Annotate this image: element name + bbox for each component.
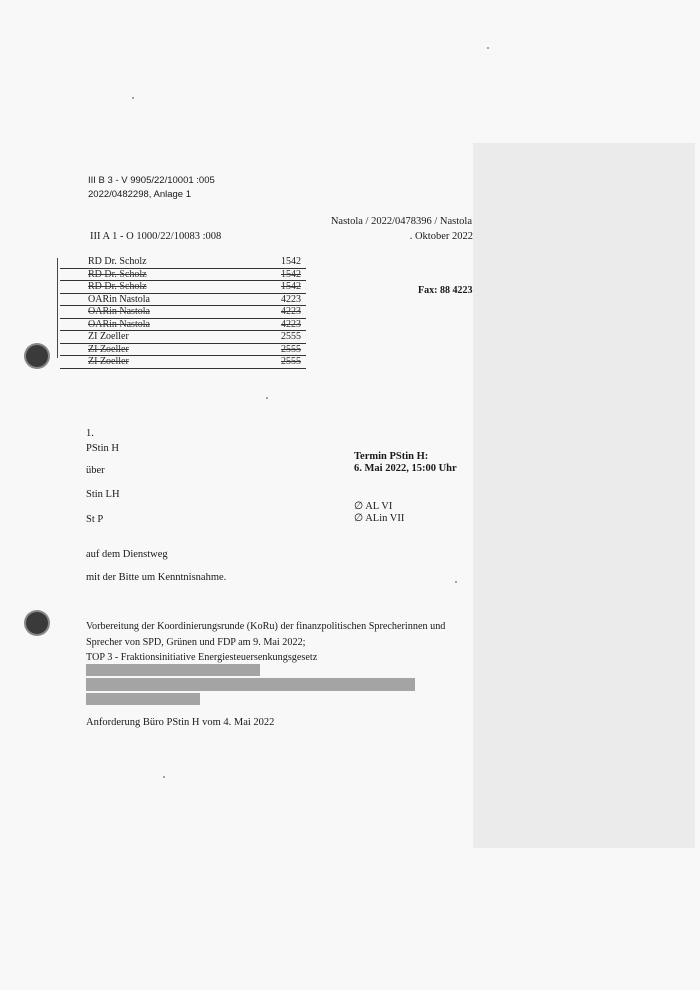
deadline-label: Termin PStin H: <box>354 451 429 462</box>
contact-name: RD Dr. Scholz <box>88 268 147 280</box>
redaction-bar-3 <box>86 693 200 705</box>
subject-line-1: Vorbereitung der Koordinierungsrunde (KoRu) der finanzpolitischen Sprecherinnen und <box>86 621 446 632</box>
contact-row <box>60 306 306 319</box>
copy-recipient-2: ∅ ALin VII <box>354 513 405 524</box>
contact-name: ZI Zoeller <box>88 331 129 342</box>
contact-extension: 4223 <box>281 306 301 317</box>
contact-row <box>60 294 306 307</box>
fax-number: Fax: 88 4223 <box>418 285 473 296</box>
scan-shadow-panel <box>473 143 695 848</box>
contact-extension: 1542 <box>281 268 301 280</box>
contact-extension: 4223 <box>281 318 301 330</box>
contact-extension: 4223 <box>281 293 301 305</box>
reference-line-3: III A 1 - O 1000/22/10083 :008 <box>90 231 222 242</box>
contact-row <box>60 344 306 357</box>
contact-name: ZI Zoeller <box>88 343 129 355</box>
punch-hole-top <box>26 345 48 367</box>
request-origin: Anforderung Büro PStin H vom 4. Mai 2022 <box>86 717 275 728</box>
contact-name: OARin Nastola <box>88 293 150 305</box>
contact-row <box>60 269 306 282</box>
scan-speck <box>132 97 134 99</box>
contact-extension: 1542 <box>281 256 301 267</box>
punch-hole-bottom <box>26 612 48 634</box>
reference-line-1: III B 3 - V 9905/22/10001 :005 <box>88 175 215 186</box>
contact-name: RD Dr. Scholz <box>88 281 147 292</box>
document-date: . Oktober 2022 <box>409 231 473 242</box>
via-recipient-1: Stin LH <box>86 489 120 500</box>
recipient: PStin H <box>86 443 119 454</box>
reference-line-2: 2022/0482298, Anlage 1 <box>88 189 192 200</box>
contact-row <box>60 331 306 344</box>
deadline-value: 6. Mai 2022, 15:00 Uhr <box>354 463 457 474</box>
contact-row <box>60 256 306 269</box>
via-label: über <box>86 465 105 476</box>
scan-speck <box>163 776 165 778</box>
request-note: mit der Bitte um Kenntnisnahme. <box>86 572 227 583</box>
contact-name: OARin Nastola <box>88 306 150 317</box>
scan-speck <box>266 397 268 399</box>
contact-name: RD Dr. Scholz <box>88 256 147 267</box>
contact-row <box>60 356 306 369</box>
contact-extension: 2555 <box>281 343 301 355</box>
contact-extension: 2555 <box>281 356 301 367</box>
subject-line-2: Sprecher von SPD, Grünen und FDP am 9. Mai 2022; <box>86 637 306 648</box>
contact-row <box>60 319 306 332</box>
contact-extension: 1542 <box>281 281 301 292</box>
item-number: 1. <box>86 428 94 439</box>
contact-extension: 2555 <box>281 331 301 342</box>
via-recipient-2: St P <box>86 514 104 525</box>
copy-recipient-1: ∅ AL VI <box>354 501 393 512</box>
contact-name: OARin Nastola <box>88 318 150 330</box>
redaction-bar-1 <box>86 664 260 676</box>
contacts-margin-line <box>57 258 58 358</box>
document-reference: Nastola / 2022/0478396 / Nastola <box>330 216 472 227</box>
scan-speck <box>487 47 489 49</box>
routing-path: auf dem Dienstweg <box>86 549 168 560</box>
redaction-bar-2 <box>86 678 415 691</box>
contact-row <box>60 281 306 294</box>
contacts-table <box>60 256 306 369</box>
contact-name: ZI Zoeller <box>88 356 129 367</box>
scan-speck <box>455 581 457 583</box>
subject-line-3: TOP 3 - Fraktionsinitiative Energiesteuersenkungsgesetz <box>86 652 318 663</box>
